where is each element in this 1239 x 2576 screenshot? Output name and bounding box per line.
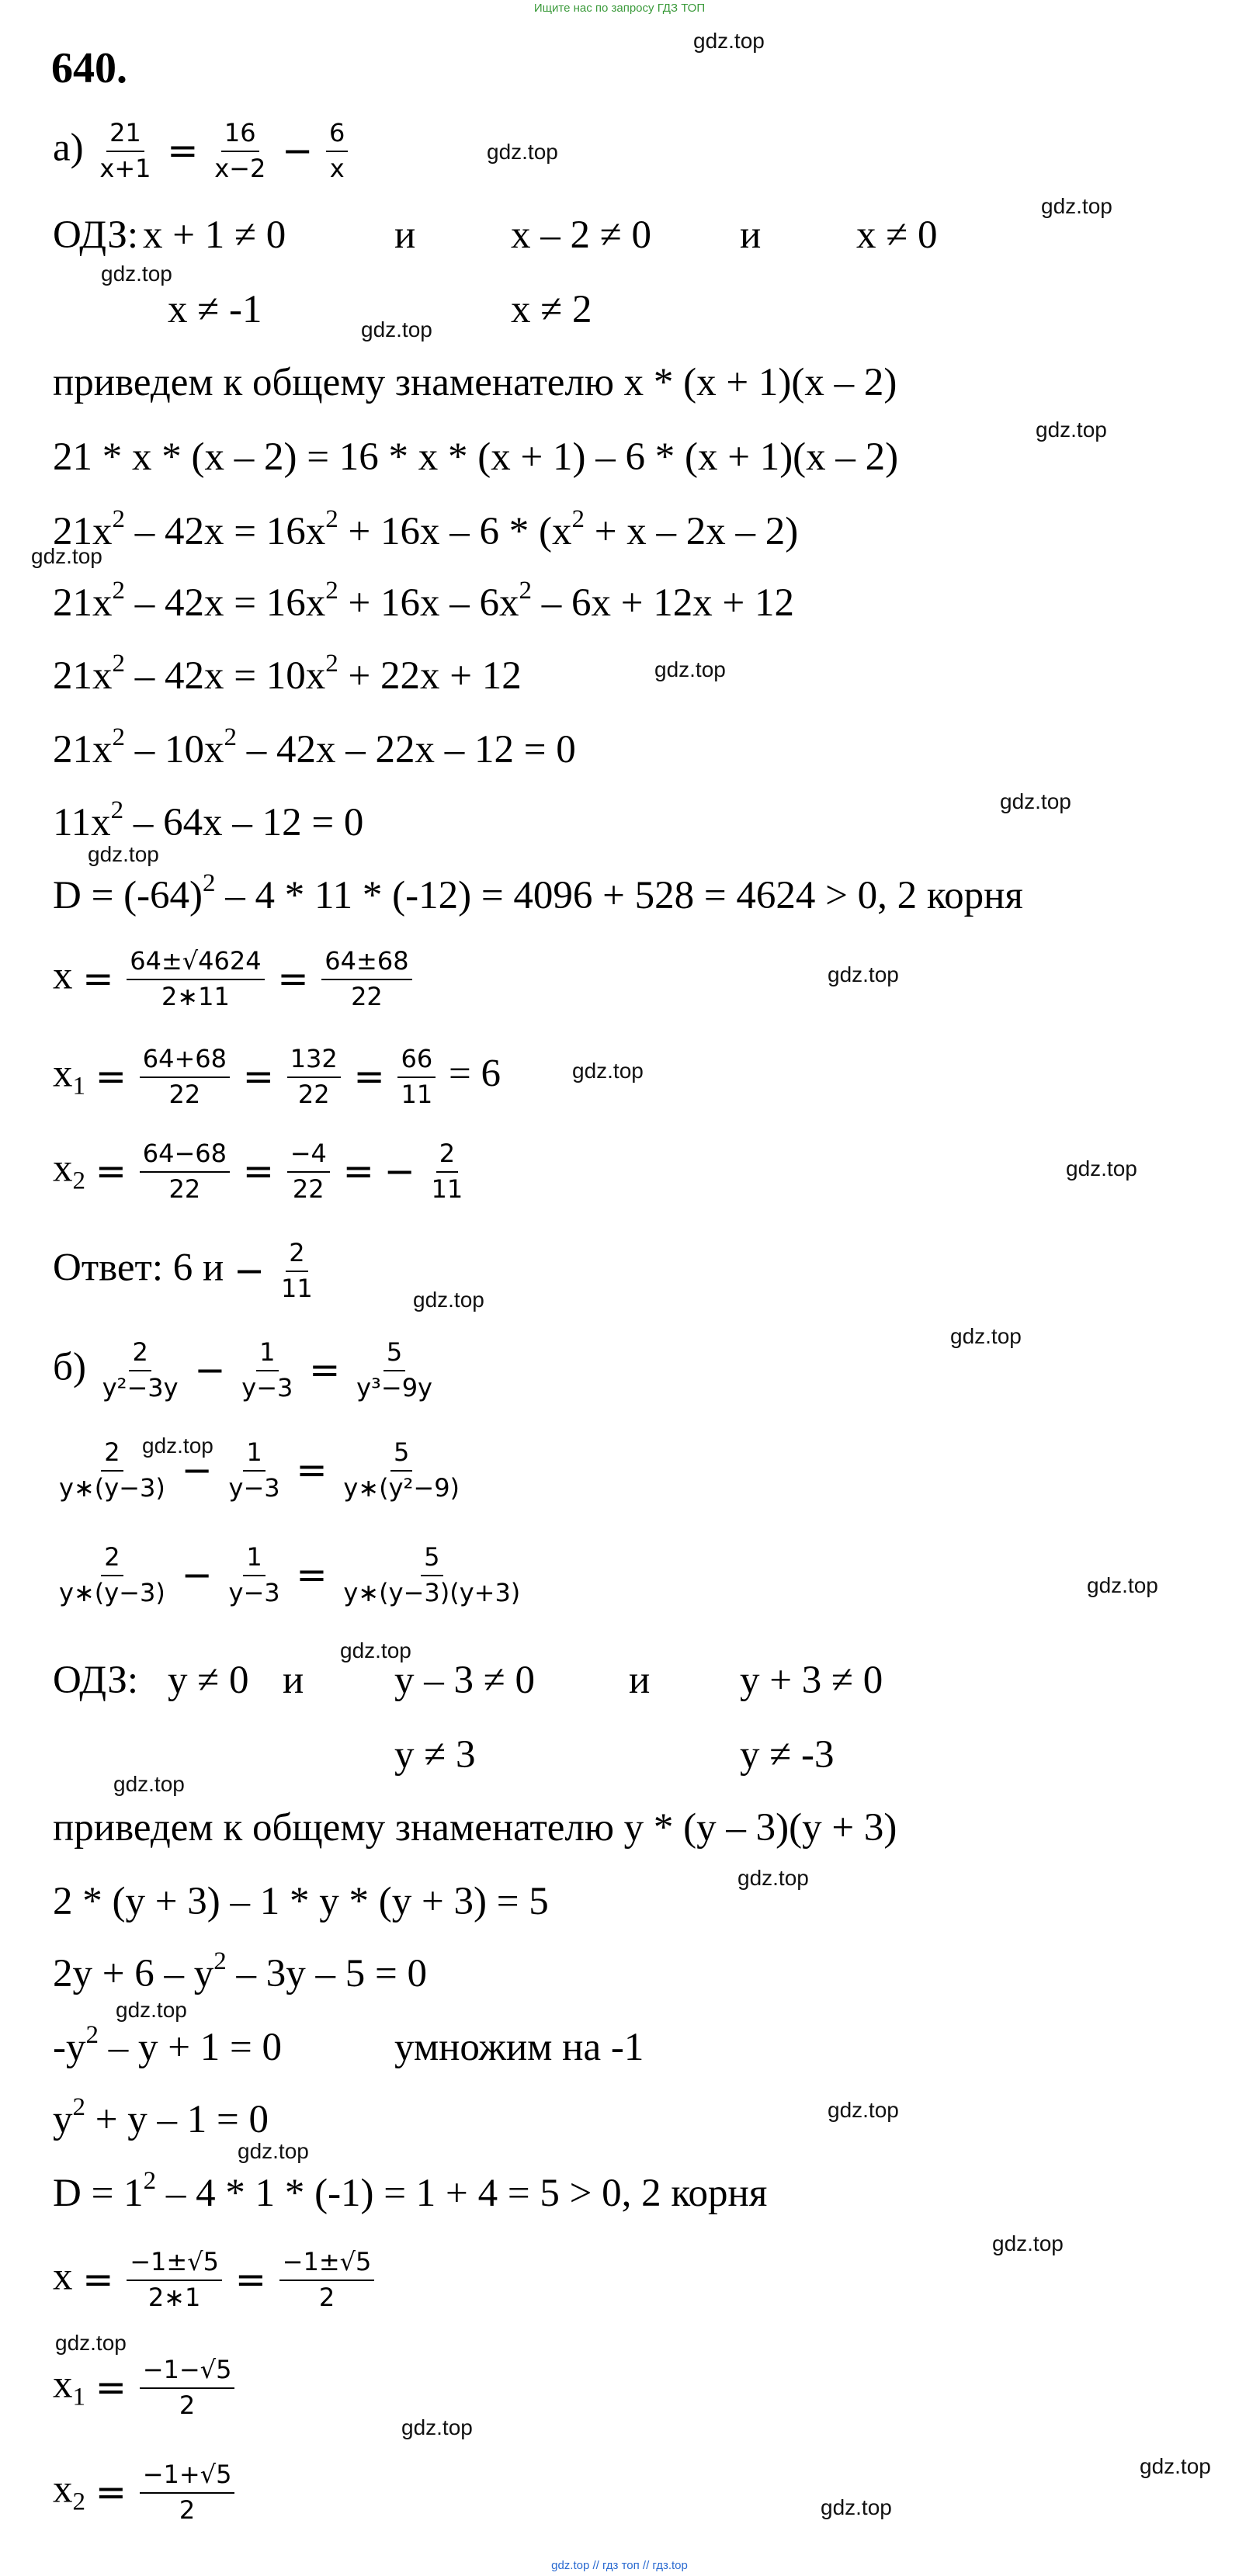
fraction: $\frac{64+68}{22}$ (140, 1046, 230, 1108)
part-b-root-x2: $x_2$ = $\frac{-1+√5}{2}$ (53, 2462, 238, 2523)
watermark: gdz.top (828, 962, 899, 986)
fraction: $\frac{-4}{22}$ (287, 1141, 330, 1202)
part-b-root-x1: $x_1$ = $\frac{-1-√5}{2}$ (53, 2357, 238, 2418)
watermark: gdz.top (116, 1998, 187, 2022)
watermark: gdz.top (142, 1434, 213, 1458)
part-a-equation: а) $\frac{21}{x+1}$ = $\frac{16}{x-2}$ − $\frac{6}{x}$ (53, 120, 351, 182)
part-a-root-x2: $x_2$ = $\frac{64-68}{22}$ = $\frac{-4}{22}$ = − $\frac{2}{11}$ (53, 1141, 469, 1202)
fraction: $\frac{5}{\text{y∗(y²−9)}}$ (343, 1437, 460, 1503)
fraction: $\frac{64-68}{22}$ (140, 1141, 230, 1202)
part-b-step: $y^2 + y - 1 = 0$ (53, 2093, 269, 2141)
watermark: gdz.top (1066, 1156, 1137, 1181)
fraction: $\frac{5}{\text{y³−9y}}$ (356, 1337, 432, 1402)
watermark: gdz.top (55, 2331, 127, 2355)
fraction: $\frac{2}{11}$ (431, 1139, 463, 1204)
watermark: gdz.top (88, 842, 159, 866)
fraction: $\frac{-1\pm√5}{2}$ (279, 2249, 375, 2311)
watermark: gdz.top (821, 2495, 892, 2519)
watermark: gdz.top (654, 657, 726, 681)
part-a-odz: ОДЗ: x + 1 ≠ 0 и x – 2 ≠ 0 и x ≠ 0 (53, 213, 938, 257)
watermark: gdz.top (1036, 418, 1107, 442)
bottom-banner: gdz.top // гдз топ // гдз.top (551, 2559, 688, 2572)
watermark: gdz.top (572, 1059, 644, 1083)
part-b-equation: б) $\frac{2}{\text{y²−3y}}$ − $\frac{1}{y-3}$ = $\frac{5}{\text{y³−9y}}$ (53, 1340, 439, 1401)
fraction: $\frac{64\pm√4624}{2∗11}$ (127, 948, 264, 1010)
part-b-odz-result: y ≠ 3 y ≠ -3 (394, 1733, 835, 1777)
fraction: $\frac{-1\pm√5}{2∗1}$ (127, 2249, 222, 2311)
fraction: $\frac{6}{x}$ (326, 120, 348, 182)
part-a-discriminant: $D = (-64)^2 - 4 * 11 * (-12) = 4096 + 528 = 4624 > 0$, 2 корня (53, 869, 1023, 917)
fraction: $\frac{-1-√5}{2}$ (140, 2357, 235, 2418)
part-b-equation: $\frac{2}{y∗(y-3)}$ − $\frac{1}{y-3}$ = $\frac{5}{y∗(y-3)(y+3)}$ (53, 1545, 526, 1606)
fraction: $\frac{132}{22}$ (287, 1046, 341, 1108)
part-a-step: $21x^2 - 42x = 16x^2 + 16x - 6x^2 - 6x + 12x + 12$ (53, 577, 795, 625)
part-a-step: $21x^2 - 42x = 16x^2 + 16x - 6 * (x^2 + x - 2x - 2)$ (53, 505, 799, 553)
watermark: gdz.top (738, 1866, 809, 1890)
fraction: $\frac{1}{y-3}$ (228, 1437, 280, 1503)
part-a-common-denominator: приведем к общему знаменателю x * (x + 1)(x – 2) (53, 361, 897, 404)
top-banner: Ищите нас по запросу ГДЗ ТОП (533, 2, 706, 15)
part-a-step: $21x^2 - 10x^2 - 42x - 22x - 12 = 0$ (53, 723, 576, 771)
fraction: $\frac{1}{y-3}$ (228, 1542, 280, 1607)
fraction: $\frac{2}{\text{y²−3y}}$ (102, 1337, 179, 1402)
watermark: gdz.top (1041, 194, 1112, 218)
part-a-step: $11x^2 - 64x - 12 = 0$ (53, 796, 364, 844)
fraction: $\frac{2}{y∗(y-3)}$ (59, 1437, 165, 1503)
part-b-roots-formula: x = $\frac{-1\pm√5}{2∗1}$ = $\frac{-1\pm√5}{2}$ (53, 2249, 377, 2311)
watermark: gdz.top (413, 1288, 484, 1312)
part-b-step: 2 * (y + 3) – 1 * y * (y + 3) = 5 (53, 1880, 549, 1923)
watermark: gdz.top (828, 2098, 899, 2122)
watermark: gdz.top (950, 1324, 1022, 1348)
fraction: $\frac{16}{x-2}$ (214, 118, 266, 183)
part-b-discriminant: $D = 1^2 - 4 * 1 * (-1) = 1 + 4 = 5 > 0$, 2 корня (53, 2167, 768, 2215)
part-a-step: 21 * x * (x – 2) = 16 * x * (x + 1) – 6 * (x + 1)(x – 2) (53, 435, 899, 479)
watermark: gdz.top (1140, 2454, 1211, 2478)
watermark: gdz.top (361, 317, 432, 342)
part-b-common-denominator: приведем к общему знаменателю y * (y – 3)(y + 3) (53, 1806, 897, 1850)
fraction: $\frac{66}{11}$ (397, 1046, 436, 1108)
part-b-odz: ОДЗ: y ≠ 0 и y – 3 ≠ 0 и y + 3 ≠ 0 (53, 1659, 883, 1702)
part-b-step: $2y + 6 - y^2 - 3y - 5 = 0$ (53, 1947, 428, 1995)
watermark: gdz.top (992, 2231, 1064, 2255)
watermark: gdz.top (101, 262, 172, 286)
part-b-step: $-y^2 - y + 1 = 0$ умножим на -1 (53, 2021, 644, 2069)
watermark: gdz.top (1087, 1573, 1158, 1597)
problem-number: 640. (51, 44, 127, 92)
part-a-roots-formula: x = $\frac{64\pm√4624}{2∗11}$ = $\frac{64\pm 68}{22}$ (53, 948, 415, 1010)
part-a-step: $21x^2 - 42x = 10x^2 + 22x + 12$ (53, 650, 522, 698)
fraction: $\frac{1}{y-3}$ (241, 1337, 293, 1402)
part-a-root-x1: $x_1$ = $\frac{64+68}{22}$ = $\frac{132}{22}$ = $\frac{66}{11}$ = 6 (53, 1044, 501, 1109)
watermark: gdz.top (340, 1638, 411, 1662)
watermark: gdz.top (693, 29, 765, 53)
part-a-answer: Ответ: 6 и − $\frac{2}{11}$ (53, 1240, 319, 1302)
fraction: $\frac{64\pm 68}{22}$ (321, 948, 411, 1010)
watermark: gdz.top (31, 544, 102, 568)
watermark: gdz.top (113, 1772, 185, 1796)
watermark: gdz.top (487, 140, 558, 164)
watermark: gdz.top (1000, 789, 1071, 813)
fraction: $\frac{2}{11}$ (281, 1238, 313, 1303)
part-b-equation: $\frac{2}{y∗(y-3)}$ − $\frac{1}{y-3}$ = $\frac{5}{\text{y∗(y²−9)}}$ (53, 1440, 466, 1501)
part-a-odz-result: x ≠ -1 x ≠ 2 (168, 288, 592, 331)
watermark: gdz.top (238, 2139, 309, 2163)
fraction: $\frac{5}{y∗(y-3)(y+3)}$ (343, 1542, 521, 1607)
fraction: $\frac{21}{x+1}$ (99, 118, 151, 183)
watermark: gdz.top (401, 2415, 473, 2439)
fraction: $\frac{-1+√5}{2}$ (140, 2462, 235, 2523)
fraction: $\frac{2}{y∗(y-3)}$ (59, 1542, 165, 1607)
